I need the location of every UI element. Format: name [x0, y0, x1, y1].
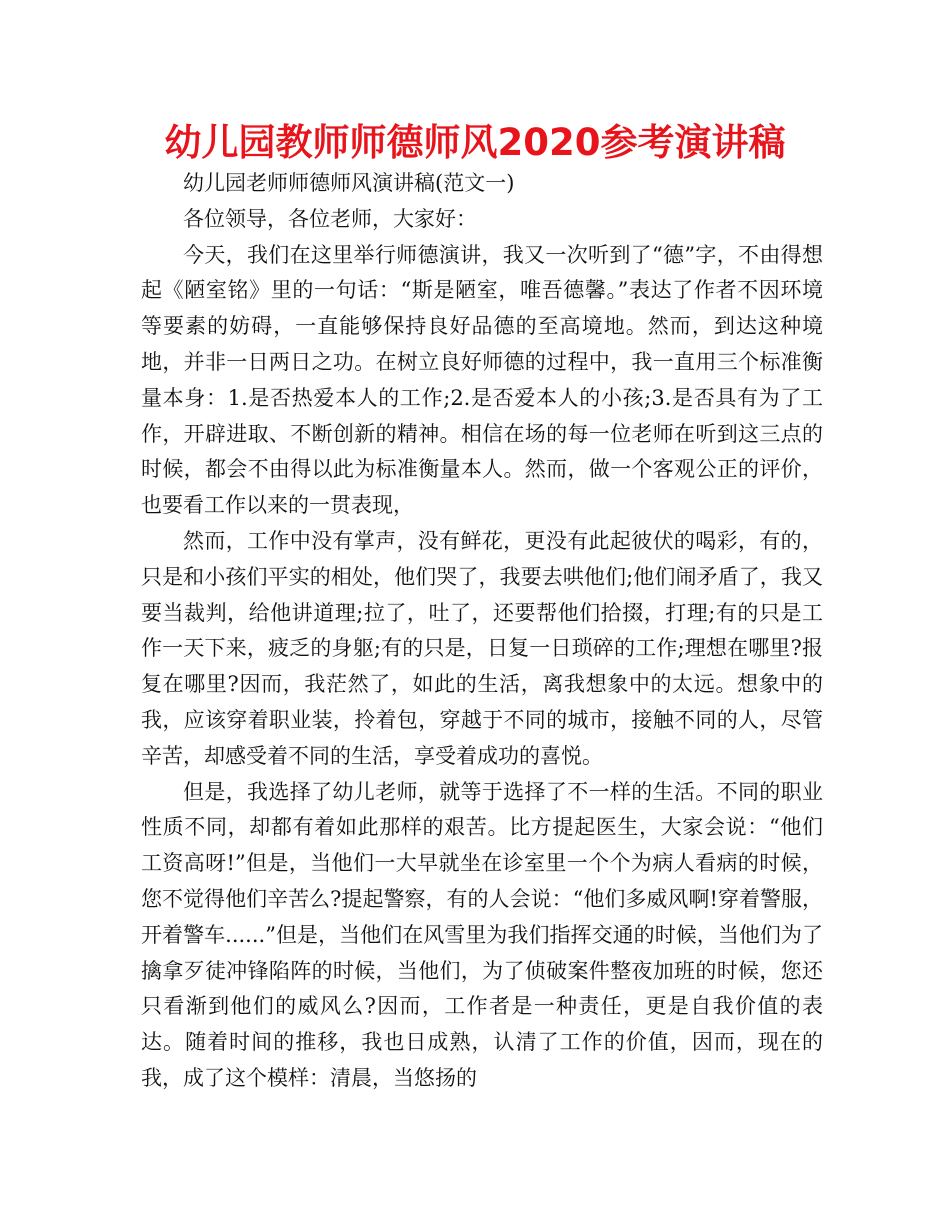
greeting: 各位领导，各位老师，大家好：: [183, 206, 477, 231]
document-body: [141, 166, 823, 1097]
paragraph: 今天，我们在这里举行师德演讲，我又一次听到了“德”字，不由得想起《陋室铭》里的一句话：“斯是陋室，唯吾德馨。”表达了作者不因环境等要素的妨碍，一直能够保持良好品德的至高境地。然而，到达这种境地，并非一日两日之功。在树立良好师德的过程中，我一直用三个标准衡量本身：1.是否热爱本人的工作;2.是否爱本人的小孩;3.是否具有为了工作，开辟进取、不断创新的精神。相信在场的每一位老师在听到这三点的时候，都会不由得以此为标准衡量本人。然而，做一个客观公正的评价，也要看工作以来的一贯表现，: [141, 242, 823, 518]
paragraph: 然而，工作中没有掌声，没有鲜花，更没有此起彼伏的喝彩，有的，只是和小孩们平实的相处，他们哭了，我要去哄他们;他们闹矛盾了，我又要当裁判，给他讲道理;拉了，吐了，还要帮他们拾掇，打理;有的只是工作一天下来，疲乏的身躯;有的只是，日复一日琐碎的工作;理想在哪里?报复在哪里?因而，我茫然了，如此的生活，离我想象中的太远。想象中的我，应该穿着职业装，拎着包，穿越于不同的城市，接触不同的人，尽管辛苦，却感受着不同的生活，享受着成功的喜悦。: [141, 528, 823, 768]
paragraph: 但是，我选择了幼儿老师，就等于选择了不一样的生活。不同的职业性质不同，却都有着如此那样的艰苦。比方提起医生，大家会说：“他们工资高呀!”但是，当他们一大早就坐在诊室里一个个为病人看病的时候，您不觉得他们辛苦么?提起警察，有的人会说：“他们多威风啊!穿着警服，开着警车......”但是，当他们在风雪里为我们指挥交通的时候，当他们为了擒拿歹徒冲锋陷阵的时候，当他们，为了侦破案件整夜加班的时候，您还只看渐到他们的威风么?因而，工作者是一种责任，更是自我价值的表达。随着时间的推移，我也日成熟，认清了工作的价值，因而，现在的我，成了这个模样：清晨，当悠扬的: [141, 779, 823, 1090]
subtitle: 幼儿园老师师德师风演讲稿(范文一): [183, 171, 515, 195]
document-title: 幼儿园教师师德师风2020参考演讲稿: [164, 121, 786, 164]
